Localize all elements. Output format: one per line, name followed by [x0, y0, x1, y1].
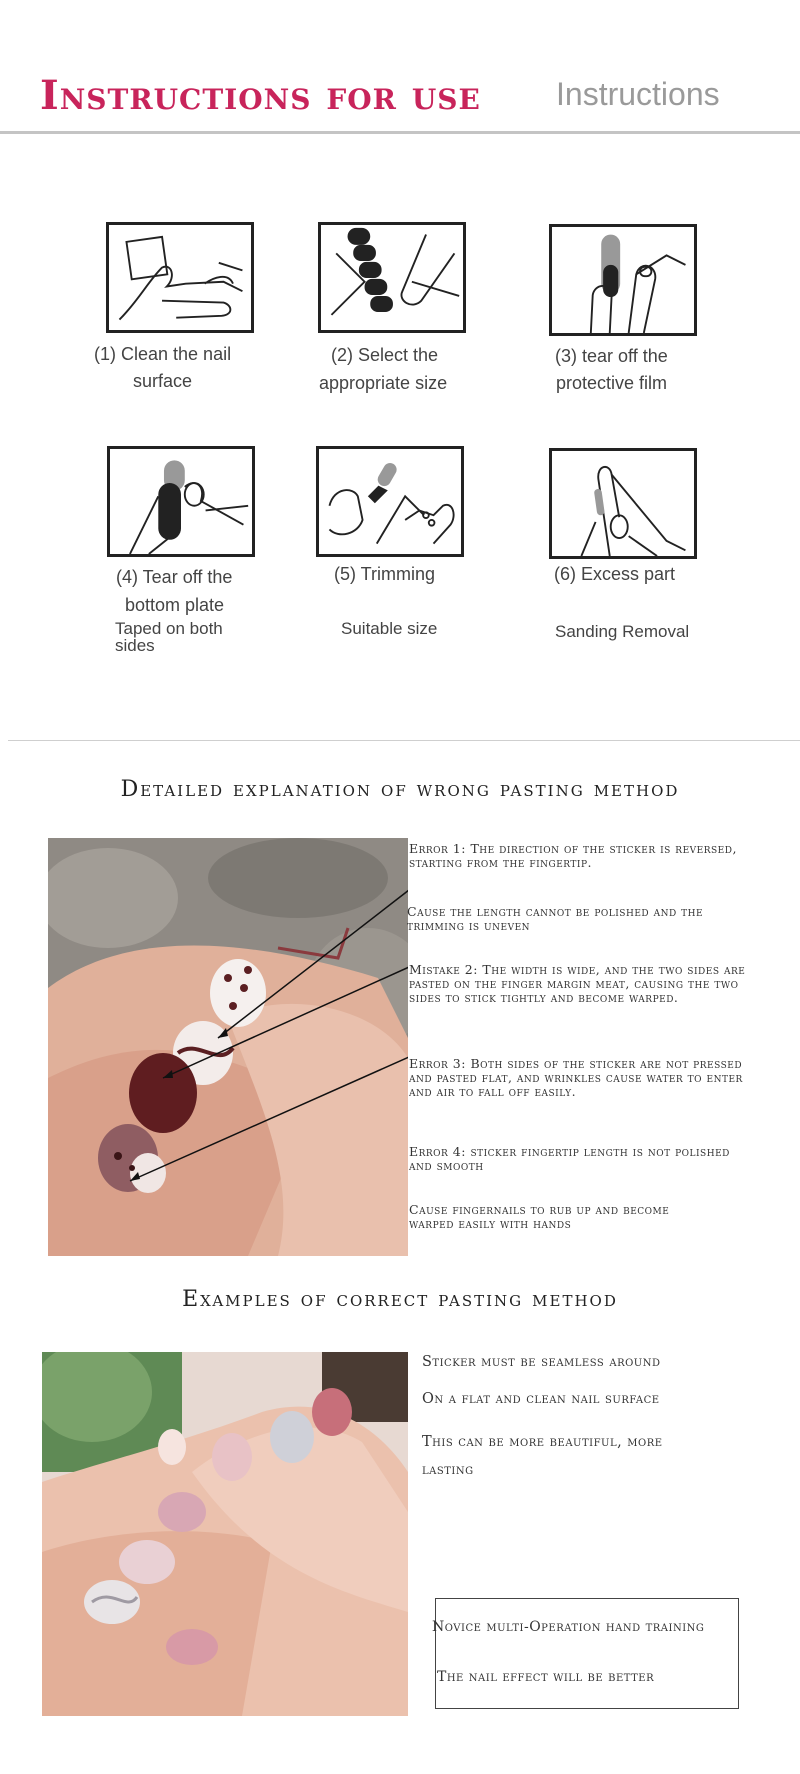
correct-note-3: This can be more beautiful, more — [422, 1434, 663, 1450]
step-2-line2: appropriate size — [319, 373, 448, 393]
correct-note-4: lasting — [422, 1462, 474, 1478]
page-subtitle: Instructions — [556, 76, 720, 112]
step-3-line2: protective film — [556, 373, 668, 393]
correct-method-photo — [42, 1352, 408, 1716]
tip-box-line2: The nail effect will be better — [437, 1669, 655, 1685]
step-6-line3: Sanding Removal — [555, 622, 690, 641]
step-3-illustration — [549, 224, 697, 336]
wrong-note-3: Mistake 2: The width is wide, and the two sides are pasted on the finger margin meat, causing the two sides to stick tightly and become warped. — [409, 962, 746, 1005]
step-6-line1: (6) Excess part — [554, 564, 676, 584]
step-3-line1: (3) tear off the — [555, 346, 668, 366]
page-title: Instructions for use — [40, 72, 481, 119]
correct-method-title: Examples of correct pasting method — [182, 1287, 618, 1312]
correct-note-1: Sticker must be seamless around — [422, 1354, 661, 1370]
wrong-note-5: Error 4: sticker fingertip length is not polished and smooth — [409, 1144, 730, 1173]
wrong-method-title: Detailed explanation of wrong pasting method — [120, 777, 680, 802]
tip-box-line1: Novice multi-Operation hand training — [432, 1619, 705, 1635]
step-5-line3: Suitable size — [341, 619, 438, 638]
wrong-note-4: Error 3: Both sides of the sticker are not pressed and pasted flat, and wrinkles cause water to enter and air to fall off easily. — [409, 1056, 743, 1099]
wrong-note-1: Error 1: The direction of the sticker is reversed, starting from the fingertip. — [409, 841, 737, 870]
step-5-illustration — [316, 446, 464, 557]
step-1-illustration — [106, 222, 254, 333]
step-4-illustration — [107, 446, 255, 557]
step-4-line3: Taped on both sides — [115, 619, 223, 655]
correct-note-2: On a flat and clean nail surface — [422, 1391, 660, 1407]
header-divider — [0, 131, 800, 134]
step-2-illustration — [318, 222, 466, 333]
tip-box — [435, 1598, 739, 1709]
step-1-line1: (1) Clean the nail — [94, 344, 232, 364]
wrong-note-2: Cause the length cannot be polished and the trimming is uneven — [407, 904, 704, 933]
step-1-line2: surface — [133, 371, 193, 391]
step-2-line1: (2) Select the — [331, 345, 439, 365]
step-6-illustration — [549, 448, 697, 559]
wrong-note-6: Cause fingernails to rub up and become warped easily with hands — [409, 1202, 670, 1231]
wrong-method-photo — [48, 838, 408, 1256]
step-4-line2: bottom plate — [125, 595, 225, 615]
step-4-line1: (4) Tear off the — [116, 567, 233, 587]
step-5-line1: (5) Trimming — [334, 564, 436, 584]
section-divider — [8, 740, 800, 741]
